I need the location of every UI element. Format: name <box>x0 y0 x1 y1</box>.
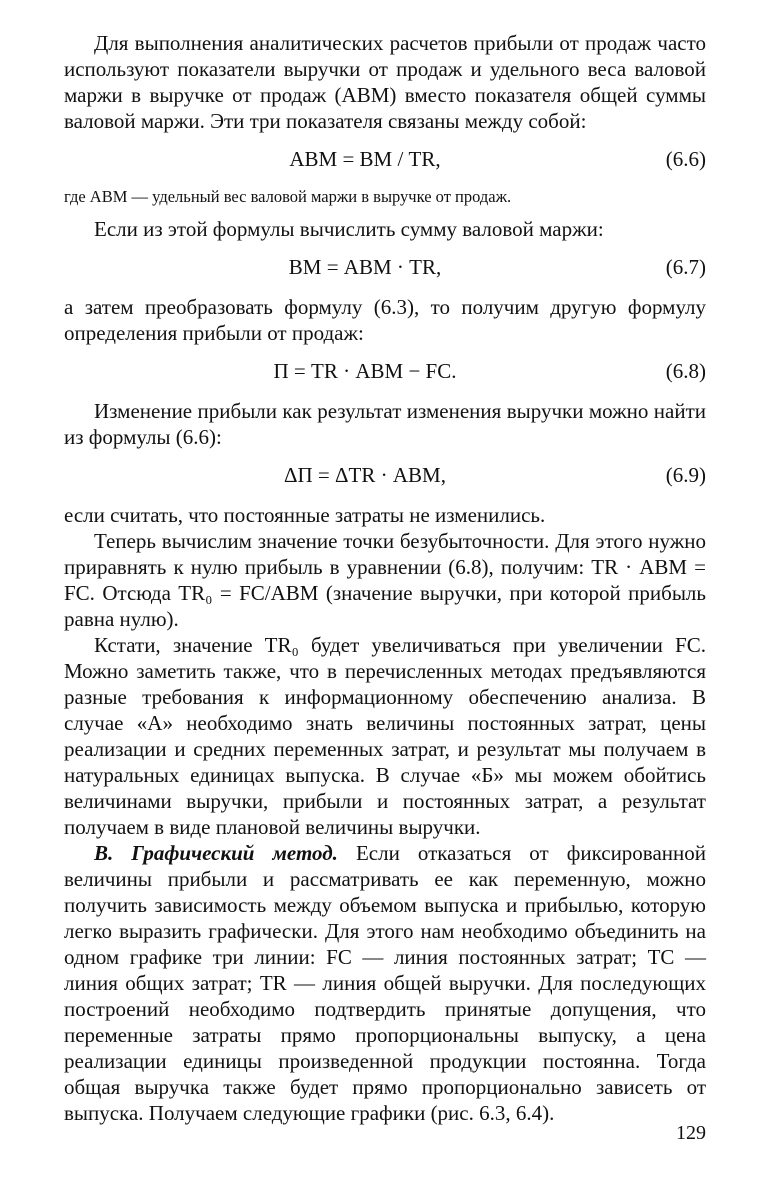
formula-6-6-number: (6.6) <box>665 147 706 171</box>
paragraph-breakeven: Теперь вычислим значение точки безубыточности. Для этого нужно приравнять к нулю прибыль в уравнении (6.8), получим: TR · АВМ = FC. Отсюда TR₀ = FC/АВМ (значение выручки, при которой прибыль равна нулю). <box>64 529 706 631</box>
formula-6-9-expression: ΔП = ΔTR · АВМ, <box>284 463 446 487</box>
formula-6-7-number: (6.7) <box>665 255 706 279</box>
formula-6-6 <box>64 146 706 172</box>
formula-6-6-expression: АВМ = ВМ / TR, <box>289 147 441 171</box>
paragraph-gross-margin: Если из этой формулы вычислить сумму валовой маржи: <box>94 217 604 241</box>
paragraph-fixed-costs: если считать, что постоянные затраты не изменились. <box>64 503 546 527</box>
graphic-method-text: Если отказаться от фиксированной величины прибыли и рассматривать ее как переменную, можно получить зависимость между объемом выпуска и прибылью, которую легко выразить графически. Для этого нам необходимо объединить на одном графике три линии: FC — линия постоянных затрат; TC — линия общих затрат; TR — линия общей выручки. Для последующих построений необходимо подтвердить принятые допущения, что переменные затраты прямо пропорциональны выпуску, а цена реализации единицы произведенной продукции постоянна. Тогда общая выручка также будет прямо пропорционально зависеть от выпуска. Получаем следующие графики (рис. 6.3, 6.4). <box>64 841 706 1125</box>
formula-6-8-number: (6.8) <box>665 359 706 383</box>
formula-6-9 <box>64 462 706 488</box>
formula-6-7 <box>64 254 706 280</box>
page-number: 129 <box>676 1122 706 1144</box>
paragraph-tr0: Кстати, значение TR₀ будет увеличиваться при увеличении FC. Можно заметить также, что в перечисленных методах предъявляются разные требования к информационному обеспечению анализа. В случае «А» необходимо знать величины постоянных затрат, цены реализации и средних переменных затрат, и результат мы получаем в натуральных единицах выпуска. В случае «Б» мы можем обойтись величинами выручки, прибыли и постоянных затрат, а результат получаем в виде плановой величины выручки. <box>64 633 706 839</box>
graphic-method-heading: В. Графический метод. <box>94 841 338 865</box>
paragraph-graphic-method <box>64 840 706 1126</box>
paragraph-intro: Для выполнения аналитических расчетов прибыли от продаж часто используют показатели выручки от продаж и удельного веса валовой маржи в выручке от продаж (АВМ) вместо показателя общей суммы валовой маржи. Эти три показателя связаны между собой: <box>64 31 706 133</box>
paragraph-transform: а затем преобразовать формулу (6.3), то получим другую формулу определения прибыли от продаж: <box>64 295 706 345</box>
formula-6-8 <box>64 358 706 384</box>
note-abm-definition: где АВМ — удельный вес валовой маржи в выручке от продаж. <box>64 187 512 206</box>
formula-6-7-expression: ВМ = АВМ · TR, <box>288 255 442 279</box>
page-body <box>64 30 706 1126</box>
formula-6-9-number: (6.9) <box>665 463 706 487</box>
formula-6-8-expression: П = TR · АВМ − FC. <box>273 359 457 383</box>
paragraph-profit-change: Изменение прибыли как результат изменения выручки можно найти из формулы (6.6): <box>64 399 706 449</box>
